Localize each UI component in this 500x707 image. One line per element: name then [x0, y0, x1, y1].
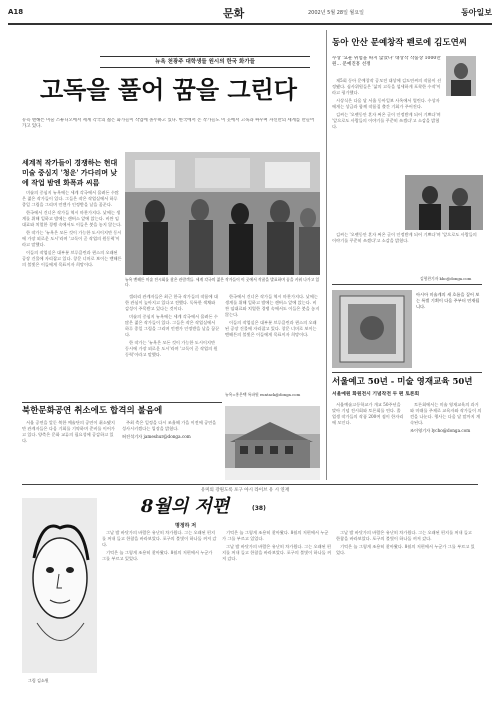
building-photo: [225, 406, 320, 480]
serial-title: 8월의 저편: [140, 496, 230, 517]
right-top-title: 동아 안산 문예창작 펜로에 김도연씨: [332, 38, 468, 48]
right-middle-body: [332, 402, 404, 480]
serial-paragraph: 기억은 늘 그렇게 조용히 찾아왔다. 8월의 저편에서 누군가 그를 부르고 있었다.: [102, 550, 213, 561]
snow-building-photo: [225, 406, 320, 480]
right-middle-byline: 조이영기자 lycho@donga.com: [410, 428, 471, 433]
right-middle-subtitle: 서울예원 화원전시 기념작전 두 편 토론회: [332, 391, 420, 397]
right-middle-paragraph: 토론회에서는 미술 영재교육의 과거와 미래를 주제로 교육자와 작가들이 의견을 나눈다. 행사는 다음 달 말까지 계속된다.: [410, 402, 482, 425]
award-photo: [405, 175, 483, 230]
feature-paragraph: 이들의 작업실은 대부분 브루클린과 퀸스의 오래된 공장 건물에 자리잡고 있다. 창문 너머로 보이는 맨해튼의 불빛은 이들에게 목표이자 희망이다.: [225, 320, 317, 337]
lower-left-title: 북한문화공연 취소에도 합격의 불음에: [22, 406, 163, 416]
side-note-photo: [332, 290, 412, 368]
serial-paragraph: 기억은 늘 그렇게 조용히 찾아왔다. 8월의 저편에서 누군가 그를 부르고 있었다.: [336, 544, 475, 555]
right-middle-body-2: [410, 402, 482, 480]
serial-divider: [22, 484, 478, 485]
feature-byline: 뉴욕=홍은택 특파원 euntack@donga.com: [225, 392, 301, 397]
page-header: [8, 5, 492, 25]
portrait-photo: [446, 56, 476, 96]
serial-paragraph: 기억은 늘 그렇게 조용히 찾아왔다. 8월의 저편에서 누군가 그를 부르고 있었다.: [222, 530, 329, 541]
serial-paragraph: 그날 밤 바닷가의 바람은 유난히 차가웠다. 그는 오래된 편지를 꺼내 들고 한참을 바라보았다. 포구의 불빛이 하나둘 꺼져 갔다.: [336, 530, 472, 541]
page-label: A18: [8, 8, 24, 16]
feature-title: 고독을 풀어 꿈을 그린다: [40, 75, 297, 104]
right-divider: [332, 284, 482, 285]
lower-left-body-2: [122, 420, 217, 480]
serial-paragraph: 그날 밤 바닷가의 바람은 유난히 차가웠다. 그는 오래된 편지를 꺼내 들고 한참을 바라보았다. 포구의 불빛이 하나둘 꺼져 갔다.: [222, 544, 332, 561]
issue-date: 2002년 5월 28일 월요일: [308, 10, 365, 16]
right-top-paragraph: 시상식은 다음 달 서울 동아일보 사옥에서 열린다. 수상자에게는 상금과 함께 작품집 출간 기회가 주어진다.: [332, 98, 440, 109]
right-middle-paragraph: 서울예술고등학교가 개교 50주년을 맞아 기념 전시회와 토론회를 연다. 졸업생 작가들의 작품 200여 점이 한자리에 모인다.: [332, 402, 404, 425]
right-top-byline: 김형찬기자 khc@donga.com: [420, 276, 472, 281]
serial-body-3: [336, 530, 476, 675]
feature-body-continued: [125, 294, 220, 394]
right-top-portrait: [446, 56, 476, 96]
feature-subheading: 세계적 작가들이 경쟁하는 현대미술 중심지 '청운' 가다리며 낮에 작업 밤엔 화폭과 씨름: [22, 158, 118, 187]
right-top-subtitle: 수상 '요운 위험을 따지 않았다' 대상작 작품상 1000만원… 문예진흥 선정: [332, 56, 441, 67]
serial-illustrator: 그림 김소원: [28, 678, 49, 683]
lower-left-body: [22, 420, 117, 480]
serial-illustration: [22, 498, 97, 673]
serial-body-2: [222, 530, 332, 675]
right-middle-title: 서울예고 50년 - 미술 영재교육 50년: [332, 377, 473, 387]
feature-paragraph: 미술의 중심지 뉴욕에는 세계 각국에서 몰려든 수많은 젊은 작가들이 있다. 그들은 작은 작업실에서 하루 종일 그림을 그리며 언젠가 인정받을 날을 꿈꾼다.: [22, 190, 119, 207]
serial-author: 명정하 저: [175, 523, 197, 529]
right-top-body-2: [332, 232, 482, 272]
right-top-paragraph: 제5회 동아 문예창작 공모전 대상에 김도연씨의 작품이 선정됐다. 심사위원들은 '삶의 고독을 섬세하게 포착한 수작'이라고 평가했다.: [332, 78, 442, 95]
lower-left-paragraph: 서울 공연을 앞둔 북한 예술단의 공연이 취소됐지만 관계자들은 다음 기회를 기약하며 준비를 이어가고 있다. 양측은 문화 교류의 필요성에 공감하고 있다.: [22, 420, 115, 443]
feature-body-continued-2: [225, 294, 320, 394]
lower-left-byline: 허진석기자 jameshur@donga.com: [122, 434, 191, 439]
right-top-photo: [405, 175, 483, 230]
photo-caption: 뉴욕 맨해튼 미술 전시회를 찾은 관람객들. 세계 각국의 젊은 작가들이 이 곳에서 작품을 발표하며 꿈을 키워 나가고 있다.: [125, 277, 320, 287]
serial-episode: (38): [252, 505, 266, 512]
face-illustration: [22, 498, 97, 673]
feature-paragraph: 한국에서 건너온 작가들 역시 마찬가지다. 낮에는 생계를 위해 일하고 밤에는 캔버스 앞에 앉는다. 비싼 임대료와 치열한 경쟁 속에서도 이들은 붓을 놓지 않는다.: [22, 210, 122, 227]
feature-paragraph: 미술의 중심지 뉴욕에는 세계 각국에서 몰려든 수많은 젊은 작가들이 있다. 그들은 작은 작업실에서 하루 종일 그림을 그리며 언젠가 인정받을 날을 꿈꾼다.: [125, 314, 220, 337]
right-top-paragraph: 김씨는 '오랫동안 혼자 써온 글이 인정받게 되어 기쁘다'며 '앞으로도 사람들의 이야기를 꾸준히 쓰겠다'고 소감을 밝혔다.: [332, 112, 441, 129]
section-name: 문화: [223, 7, 245, 20]
column-divider: [326, 30, 327, 480]
feature-paragraph: 한 작가는 '뉴욕은 모든 것이 가능한 도시이지만 동시에 가장 외로운 도시'라며 '고독이 곧 작업의 원동력'이라고 말했다.: [125, 340, 218, 357]
right-top-paragraph: 김씨는 '오랫동안 혼자 써온 글이 인정받게 되어 기쁘다'며 '앞으로도 사람들의 이야기를 꾸준히 쓰겠다'고 소감을 밝혔다.: [332, 232, 477, 243]
painting-photo: [332, 290, 412, 368]
right-divider-2: [332, 372, 482, 373]
feature-lead: 뉴욕 맨해튼 미술 스튜디오에서 세계 각국의 젊은 화가들이 작업에 몰두하고 있다. 한국에서 온 작가들도 이 곳에서 고독과 싸우며 자신만의 세계를 만들어 가고 있다.: [22, 118, 315, 130]
feature-paragraph: 한 작가는 '뉴욕은 모든 것이 가능한 도시이지만 동시에 가장 외로운 도시'라며 '고독이 곧 작업의 원동력'이라고 말했다.: [22, 230, 122, 247]
gallery-crowd-photo: [125, 152, 320, 275]
feature-photo: [125, 152, 320, 275]
feature-body: [22, 190, 122, 390]
serial-label: 유미의 강원도록 포구 아시 라이브 유 시 연재: [200, 488, 290, 493]
lower-left-paragraph: 주최 측은 일정을 다시 조율해 가을 이전에 공연을 성사시키겠다는 입장을 밝혔다.: [122, 420, 217, 431]
divider: [22, 402, 222, 403]
publisher-logo: 동아일보: [461, 7, 492, 17]
side-note-text: 아시아 미술계의 새 흐름을 짚어 보는 특별 기획이 다음 주부터 연재됩니다.: [416, 292, 480, 309]
serial-body: [102, 530, 217, 675]
feature-kicker: 뉴욕 천광주 대학생들 원시의 한국 화가들: [100, 56, 310, 68]
feature-paragraph: 갤러리 관계자들은 최근 한국 작가들의 작품에 대한 관심이 높아지고 있다고 전했다. 독특한 색채와 감성이 주목받고 있다는 것이다.: [125, 294, 218, 311]
feature-paragraph: 한국에서 건너온 작가들 역시 마찬가지다. 낮에는 생계를 위해 일하고 밤에는 캔버스 앞에 앉는다. 비싼 임대료와 치열한 경쟁 속에서도 이들은 붓을 놓지 않는다.: [225, 294, 320, 317]
serial-paragraph: 그날 밤 바닷가의 바람은 유난히 차가웠다. 그는 오래된 편지를 꺼내 들고 한참을 바라보았다. 포구의 불빛이 하나둘 꺼져 갔다.: [102, 530, 217, 547]
feature-paragraph: 이들의 작업실은 대부분 브루클린과 퀸스의 오래된 공장 건물에 자리잡고 있다. 창문 너머로 보이는 맨해튼의 불빛은 이들에게 목표이자 희망이다.: [22, 250, 122, 267]
